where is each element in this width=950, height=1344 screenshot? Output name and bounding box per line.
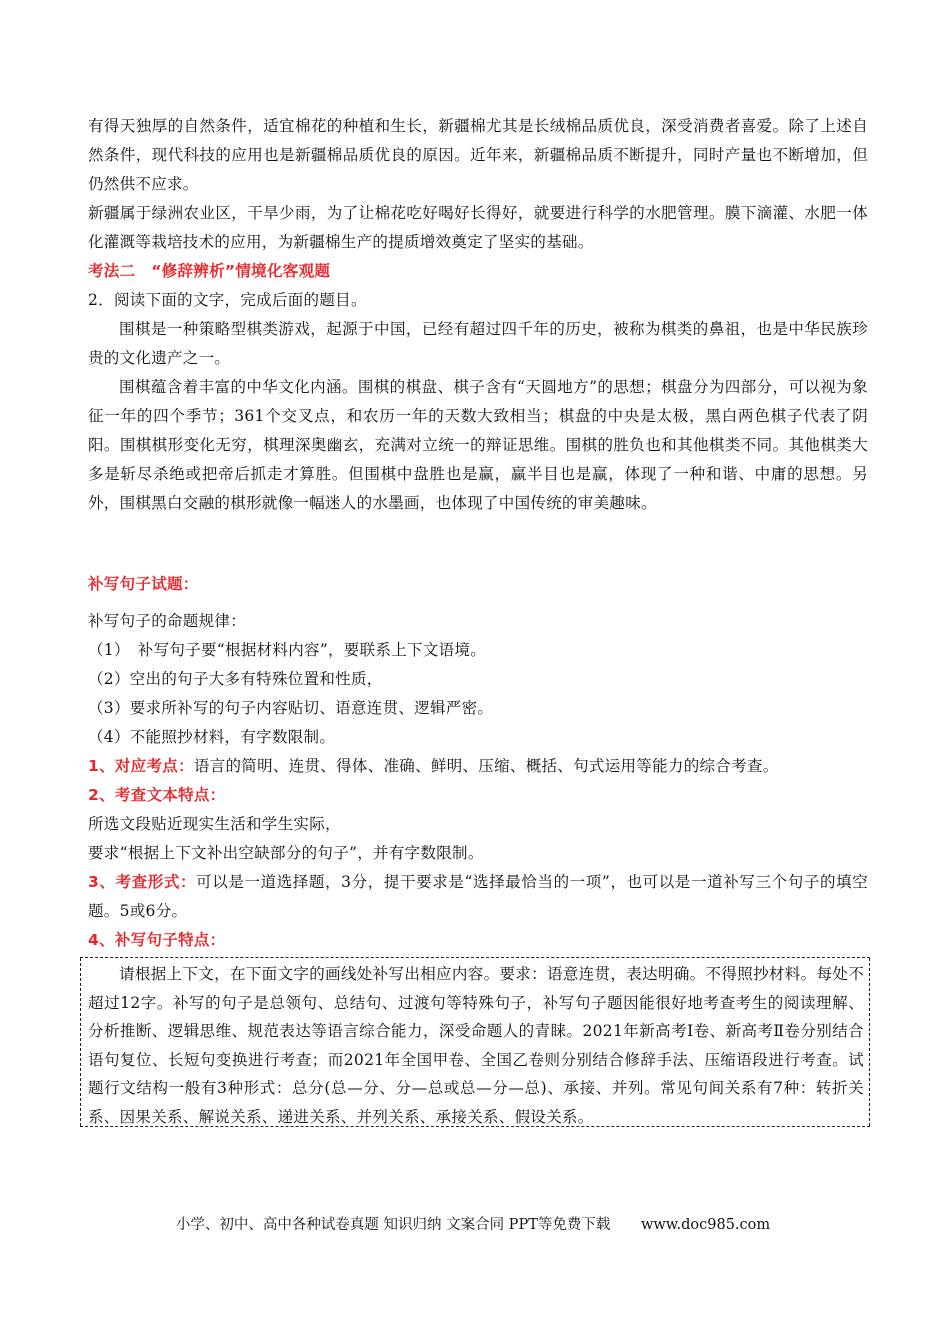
section-xinjiang-cotton [88,112,868,518]
point-label: 4、补写句子特点： [88,931,226,949]
box-content [88,960,864,1131]
rule-item: （1） 补写句子要“根据材料内容”，要联系上下文语境。 [88,641,487,659]
rules-title: 补写句子的命题规律： [88,612,247,630]
point-text: 语言的简明、连贯、得体、准确、鲜明、压缩、概括、句式运用等能力的综合考查。 [193,757,779,775]
point-label: 2、考查文本特点： [88,786,226,804]
point-text: 要求“根据上下文补出空缺部分的句子”，并有字数限制。 [88,844,484,862]
paragraph: 新疆属于绿洲农业区，干旱少雨，为了让棉花吃好喝好长得好，就要进行科学的水肥管理。膜下滴灌、水肥一体化灌溉等栽培技术的应用，为新疆棉生产的提质增效奠定了坚实的基础。 [88,204,868,251]
dashed-box [80,957,870,1127]
paragraph: 有得天独厚的自然条件，适宜棉花的种植和生长，新疆棉尤其是长绒棉品质优良，深受消费者喜爱。除了上述自然条件，现代科技的应用也是新疆棉品质优良的原因。近年来，新疆棉品质不断提升，同时产量也不断增加，但仍然供不应求。 [88,117,868,193]
rule-item: （2）空出的句子大多有特殊位置和性质， [88,670,383,688]
rule-item: （4）不能照抄材料，有字数限制。 [88,728,336,746]
point-1 [88,752,868,781]
section-heading: 补写句子试题： [88,575,199,593]
footer-text: 小学、初中、高中各种试卷真题 知识归纳 文案合同 PPT等免费下载 [175,1217,611,1233]
page-footer [0,1213,950,1234]
point-text: 可以是一道选择题，3分，提干要求是“选择最恰当的一项”，也可以是一道补写三个句子的填空题。5或6分。 [88,873,868,920]
point-label: 1、对应考点： [88,757,194,775]
section-fill-sentence [88,570,868,955]
dashed-border-right [869,958,870,1126]
paragraph: 请根据上下文，在下面文字的画线处补写出相应内容。要求：语意连贯，表达明确。不得照抄材料。每处不超过12字。补写的句子是总领句、总结句、过渡句等特殊句子，补写句子题因能很好地考查考生的阅读理解、分析推断、逻辑思维、规范表达等语言综合能力，深受命题人的青睐。2021年新高考Ⅰ卷、新高考Ⅱ卷分别结合语句复位、长短句变换进行考查；而2021年全国甲卷、全国乙卷则分别结合修辞手法、压缩语段进行考查。试题行文结构一般有3种形式：总分(总—分、分—总或总—分—总)、承接、并列。常见句间关系有7种：转折关系、因果关系、解说关系、递进关系、并列关系、承接关系、假设关系。 [88,965,864,1126]
question-prompt: 2．阅读下面的文字，完成后面的题目。 [88,291,367,309]
paragraph: 围棋是一种策略型棋类游戏，起源于中国，已经有超过四千年的历史，被称为棋类的鼻祖，也是中华民族珍贵的文化遗产之一。 [88,320,868,367]
section-heading: 考法二 “修辞辨析”情境化客观题 [88,262,331,280]
footer-url[interactable]: www.doc985.com [640,1217,771,1233]
point-text: 所选文段贴近现实生活和学生实际， [88,815,341,833]
point-label: 3、考查形式： [88,873,197,891]
point-3 [88,868,868,926]
paragraph: 围棋蕴含着丰富的中华文化内涵。围棋的棋盘、棋子含有“天圆地方”的思想；棋盘分为四部分，可以视为象征一年的四个季节；361个交叉点，和农历一年的天数大致相当；棋盘的中央是太极，黑白两色棋子代表了阴阳。围棋棋形变化无穷，棋理深奥幽玄，充满对立统一的辩证思维。围棋的胜负也和其他棋类不同。其他棋类大多是斩尽杀绝或把帝后抓走才算胜。但围棋中盘胜也是赢，赢半目也是赢，体现了一种和谐、中庸的思想。另外，围棋黑白交融的棋形就像一幅迷人的水墨画，也体现了中国传统的审美趣味。 [88,378,868,512]
dashed-border-left [80,958,81,1126]
rule-item: （3）要求所补写的句子内容贴切、语意连贯、逻辑严密。 [88,699,494,717]
